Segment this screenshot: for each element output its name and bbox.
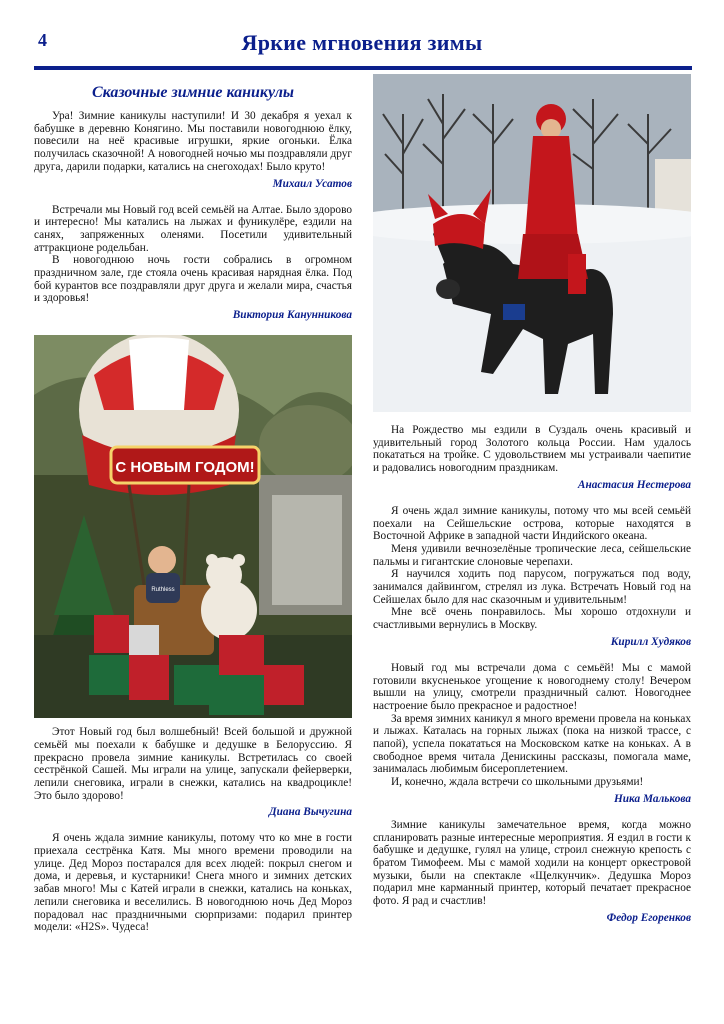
article-author: Ника Малькова <box>613 792 691 805</box>
right-column <box>373 74 691 924</box>
shirt-text: Ruthless <box>151 587 175 594</box>
article-nesterova <box>373 424 691 491</box>
article-paragraph: Ура! Зимние каникулы наступили! И 30 декабря я уехал к бабушке в деревню Конягино. Мы поставили новогоднюю ёлку, повесили на неё красивые игрушки, яркие огоньки. Ёлка получилась сказочной! А новогодней ночью мы поздравляли друг друга, дарили подарки, катались на снегоходах! Было круто! <box>34 110 352 173</box>
balloon-photo <box>34 335 352 718</box>
article-author: Виктория Канунникова <box>232 309 352 322</box>
article-paragraph: Я научился ходить под парусом, погружаться под воду, занимался дайвингом, стрелял из лука. Встречать Новый год на Сейшелах было для нас сказочным и удивительным! <box>373 568 691 606</box>
article-vychugina <box>34 726 352 818</box>
article-paragraph: Меня удивили вечнозелёные тропические леса, сейшельские пальмы и гигантские слоновые черепахи. <box>373 542 691 568</box>
article-paragraph: На Рождество мы ездили в Суздаль очень красивый и удивительный город Золотого кольца России. Нам удалось покататься на тройке. С удовольствием мы устраивали чаепитие и радовались новогодним праздникам. <box>373 424 691 475</box>
article-paragraph: Этот Новый год был волшебный! Всей большой и дружной семьёй мы поехали к бабушке и дедушке в Белоруссию. Я прекрасно провела зимние каникулы. Встретилась со своей сестрёнкой Сашей. Мы играли на улице, запускали фейерверки, лепили снеговика, играли в снежки, катались на квадроцикле! Это было здорово! <box>34 726 352 802</box>
article-paragraph: Новый год мы встречали дома с семьёй! Мы с мамой готовили вкусненькое угощение к новогоднему столу! Вечером вышли на улицу, смотрели праздничный салют. Новогоднее настроение было прекрасное и радостное! <box>373 661 691 712</box>
article-paragraph: Встречали мы Новый год всей семьёй на Алтае. Было здорово и интересно! Мы катались на лыжах и фуникулёре, ездили на санях, запряженных оленями. Посетили удивительный аттракционе родельбан. <box>34 203 352 254</box>
left-column <box>34 74 352 934</box>
article-paragraph: И, конечно, ждала встречи со школьными друзьями! <box>391 776 644 789</box>
article-author: Диана Вычугина <box>268 806 352 819</box>
article-paragraph: Мне всё очень понравилось. Мы хорошо отдохнули и счастливыми вернулись в Москву. <box>373 606 691 632</box>
article-paragraph: В новогоднюю ночь гости собрались в огромном праздничном зале, где стояла очень красивая нарядная ёлка. Под бой курантов все поздравляли друг друга и желали мира, счастья и здоровья! <box>34 254 352 305</box>
article-author: Федор Егоренков <box>606 911 691 924</box>
horse-photo <box>373 74 691 412</box>
article-author: Михаил Усатов <box>272 177 352 190</box>
article-paragraph: За время зимних каникул я много времени провела на коньках и лыжах. Каталась на горных лыжах (пока на низкой трассе, с папой), успела покататься на Московском катке на коньках. А в свободное время читала Денискины рассказы, помогала маме, занималась любимым бисероплетением. <box>373 712 691 776</box>
article-kanunnikova <box>34 204 352 322</box>
article-author: Анастасия Нестерова <box>577 478 691 491</box>
title-rule <box>34 66 692 70</box>
page-number: 4 <box>38 30 47 50</box>
article-author: Кирилл Худяков <box>610 635 691 648</box>
article-sisters <box>34 832 352 934</box>
article-usatov <box>34 110 352 190</box>
article-khudyakov <box>373 505 691 648</box>
article-paragraph: Зимние каникулы замечательное время, когда можно спланировать разные интересные мероприятия. Я ездил в гости к бабушке и дедушке, гулял на улице, строил снежную крепость с братом Тимофеем. Мы с мамой ходили на концерт оркестровой музыки, были на спектакле «Щелкунчик». Дедушка Мороз подарил мне карманный принтер, который печатает прекрасное фото. Я рад и счастлив! <box>373 818 691 908</box>
article-egorenkov <box>373 819 691 924</box>
page-title: Яркие мгновения зимы <box>241 30 483 55</box>
article-paragraph: Я очень ждала зимние каникулы, потому что ко мне в гости приехала сестрёнка Катя. Мы много времени проводили на улице. Дед Мороз постарался для всех людей: покрыл снегом и дома, и деревья, и кустарники! Снега много и зимних детских забав много! Мы с Катей играли в снежки, катались на коньках, лепили снеговика и веселились. В новогоднюю ночь Дед Мороз порадовал нас праздничными сюрпризами: подарил принтер модели: «H2S». Чудеса! <box>34 832 352 934</box>
balloon-banner-text: С НОВЫМ ГОДОМ! <box>115 459 255 477</box>
article-paragraph: Я очень ждал зимние каникулы, потому что мы всей семьёй поехали на Сейшельские острова, которые находятся в Восточной Африке в западной части Индийского океана. <box>373 504 691 543</box>
article-malkova <box>373 662 691 805</box>
section-title: Сказочные зимние каникулы <box>91 84 295 101</box>
